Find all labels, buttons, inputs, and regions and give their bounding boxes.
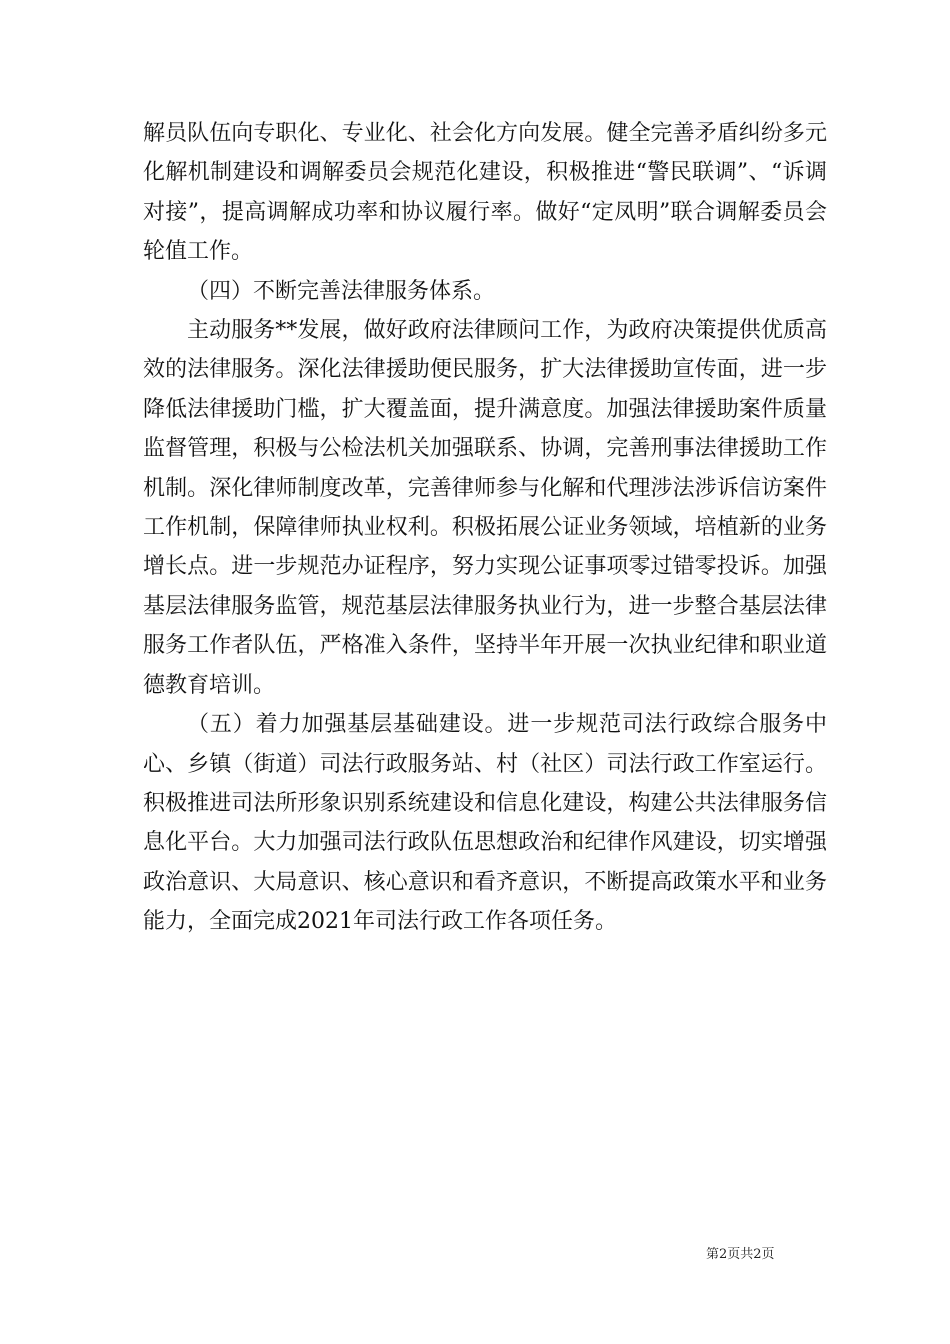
paragraph-grassroots-construction: （五）着力加强基层基础建设。进一步规范司法行政综合服务中心、乡镇（街道）司法行政服务站、村（社区）司法行政工作室运行。积极推进司法所形象识别系统建设和信息化建设，构建公共法律服务信息化平台。大力加强司法行政队伍思想政治和纪律作风建设，切实增强政治意识、大局意识、核心意识和看齐意识，不断提高政策水平和业务能力，全面完成2021年司法行政工作各项任务。: [143, 712, 827, 935]
section-heading-four: （四）不断完善法律服务体系。: [187, 278, 496, 304]
body-text: [143, 114, 827, 942]
paragraph-legal-services: 主动服务**发展，做好政府法律顾问工作，为政府决策提供优质高效的法律服务。深化法律援助便民服务，扩大法律援助宣传面，进一步降低法律援助门槛，扩大覆盖面，提升满意度。加强法律援助案件质量监督管理，积极与公检法机关加强联系、协调，完善刑事法律援助工作机制。深化律师制度改革，完善律师参与化解和代理涉法涉诉信访案件工作机制，保障律师执业权利。积极拓展公证业务领域，培植新的业务增长点。进一步规范办证程序，努力实现公证事项零过错零投诉。加强基层法律服务监管，规范基层法律服务执业行为，进一步整合基层法律服务工作者队伍，严格准入条件，坚持半年开展一次执业纪律和职业道德教育培训。: [143, 318, 827, 698]
paragraph-continuation: 解员队伍向专职化、专业化、社会化方向发展。健全完善矛盾纠纷多元化解机制建设和调解委员会规范化建设，积极推进“警民联调”、“诉调对接”，提高调解成功率和协议履行率。做好“定凤明”联合调解委员会轮值工作。: [143, 121, 827, 265]
page-number-footer: 第2页共2页: [706, 1247, 775, 1262]
